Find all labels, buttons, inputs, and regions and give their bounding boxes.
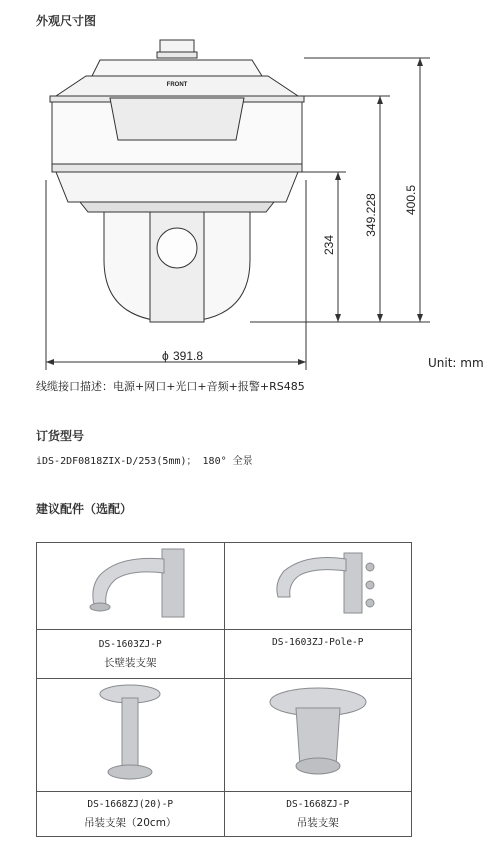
accessory-image-cell [224, 679, 412, 792]
dimension-title: 外观尺寸图 [36, 14, 97, 28]
camera-cap [92, 60, 262, 76]
accessory-model: DS-1668ZJ(20)-P [87, 799, 174, 810]
dim-dome-height: 234 [322, 234, 336, 256]
accessory-label-cell [37, 792, 225, 837]
front-label: FRONT [166, 82, 188, 88]
accessory-model: DS-1668ZJ-P [286, 799, 350, 810]
accessory-name: 吊装支架 [296, 817, 339, 829]
pole-mount-bracket-icon [248, 545, 388, 623]
accessory-image-cell [224, 543, 412, 630]
viewing-window [110, 98, 244, 140]
accessories-title: 建议配件（选配） [36, 502, 133, 516]
accessory-name: 吊装支架（20cm） [84, 817, 177, 829]
camera-lens [157, 228, 197, 268]
ceiling-mount-bracket-icon [258, 680, 378, 786]
accessory-label-cell [224, 630, 412, 679]
svg-text:ϕ: ϕ [162, 349, 169, 363]
order-model-line: iDS-2DF0818ZIX-D/253(5mm)； 180° 全景 [36, 456, 253, 467]
accessory-model: DS-1603ZJ-Pole-P [271, 637, 364, 648]
unit-label: Unit: mm [428, 356, 484, 370]
pendant-bracket-icon [70, 680, 190, 786]
accessory-label-cell [37, 630, 225, 679]
dim-overall-height: 400.5 [404, 184, 418, 216]
accessory-name: 长壁装支架 [104, 657, 157, 669]
accessories-table [36, 542, 412, 837]
dim-upper-height: 349.228 [364, 193, 378, 237]
accessory-label-cell [224, 792, 412, 837]
accessory-image-cell [37, 543, 225, 630]
accessory-image-cell [37, 679, 225, 792]
dimension-drawing [0, 30, 495, 370]
order-title: 订货型号 [36, 429, 85, 443]
accessory-model: DS-1603ZJ-P [98, 639, 162, 650]
cable-interface-description: 线缆接口描述：电源+网口+光口+音频+报警+RS485 [36, 380, 305, 393]
dim-diameter: 391.8 [173, 349, 204, 363]
wall-mount-bracket-icon [60, 545, 200, 623]
